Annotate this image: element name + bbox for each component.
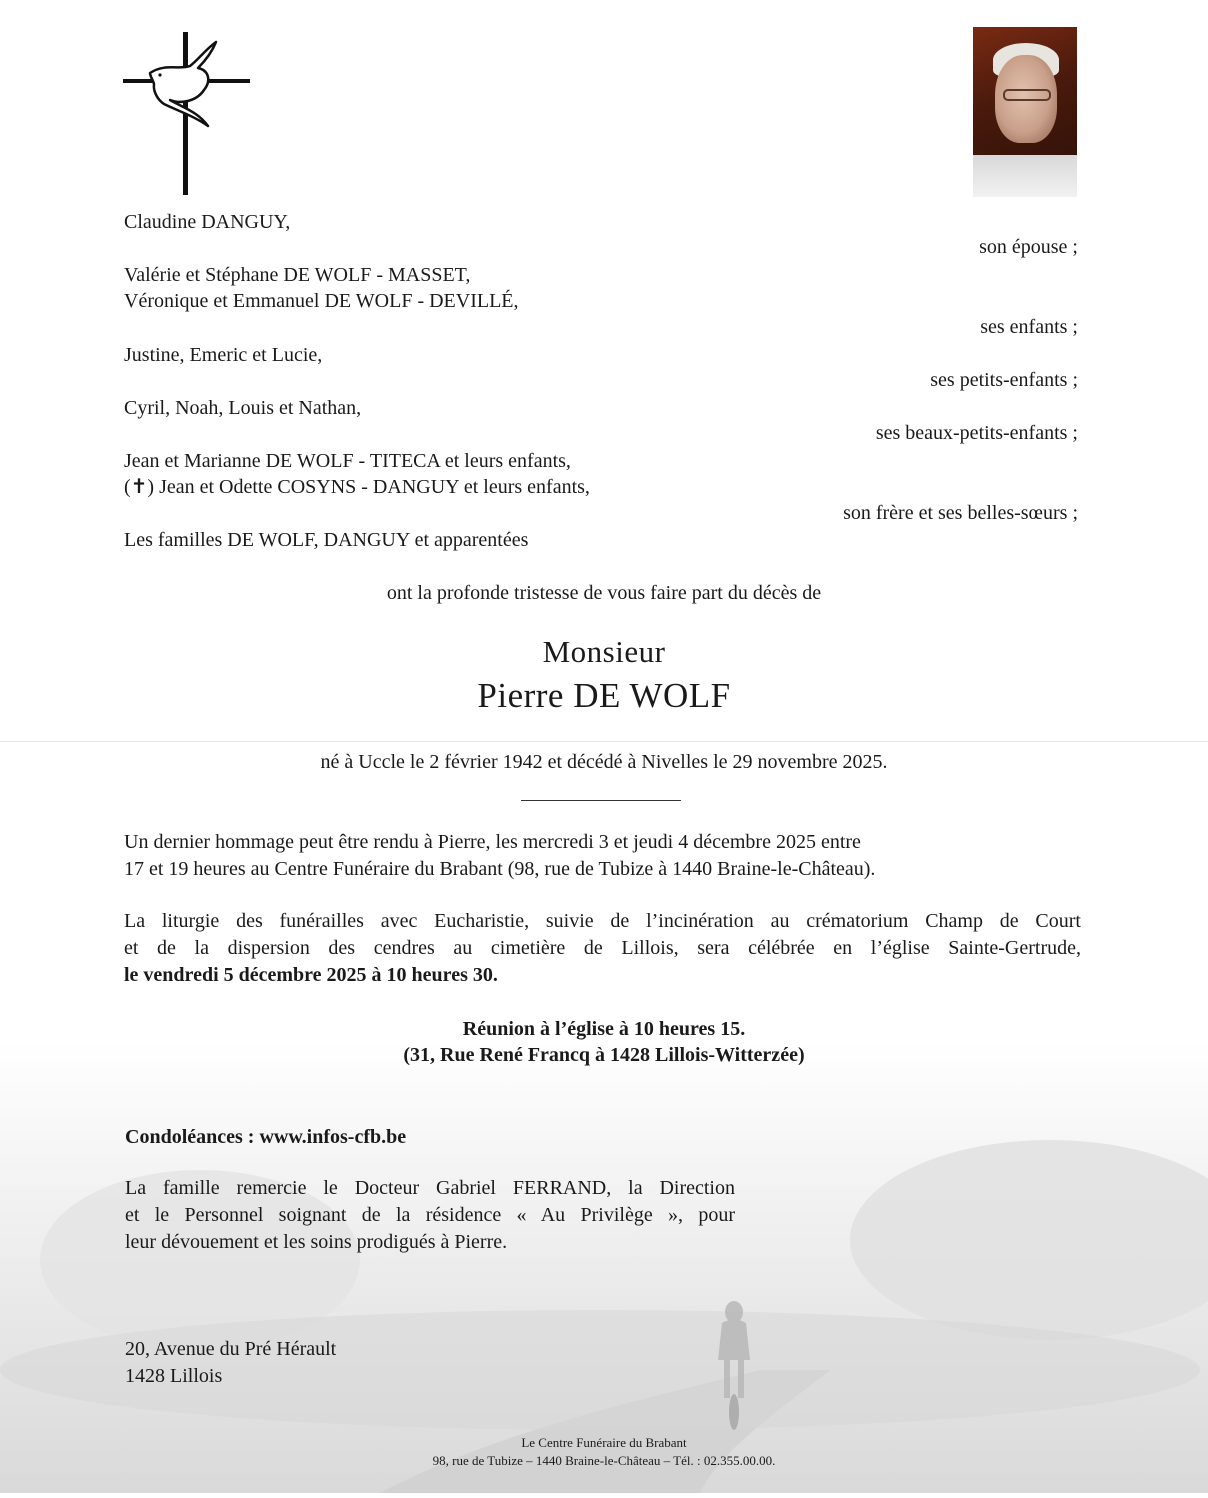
siblings-role: son frère et ses belles-sœurs ;	[843, 502, 1078, 524]
fold-line	[0, 741, 1208, 742]
deceased-name: Pierre DE WOLF	[477, 676, 731, 715]
grandchildren: Justine, Emeric et Lucie,	[124, 344, 323, 366]
thanks-line-3: leur dévouement et les soins prodigués à Pierre.	[125, 1231, 508, 1253]
child-1: Valérie et Stéphane DE WOLF - MASSET,	[124, 264, 471, 286]
home-address-line-1: 20, Avenue du Pré Hérault	[125, 1338, 337, 1360]
home-address-line-2: 1428 Lillois	[125, 1365, 223, 1387]
extended-families: Les familles DE WOLF, DANGUY et apparentées	[124, 529, 529, 551]
sibling-2: (✝) Jean et Odette COSYNS - DANGUY et leurs enfants,	[124, 476, 590, 498]
thanks-line-2: et le Personnel soignant de la résidence « Au Privilège », pour	[125, 1204, 735, 1226]
wife-role: son épouse ;	[979, 236, 1078, 258]
cross-with-dove-icon	[120, 30, 255, 195]
funeral-home-address: 98, rue de Tubize – 1440 Braine-le-Château – Tél. : 02.355.00.00.	[432, 1453, 776, 1468]
funeral-home-name: Le Centre Funéraire du Brabant	[521, 1435, 687, 1450]
step-grandchildren-role: ses beaux-petits-enfants ;	[875, 422, 1078, 444]
wife-name: Claudine DANGUY,	[124, 211, 291, 233]
liturgy-line-2: et de la dispersion des cendres au cimetière de Lillois, sera célébrée en l’église Sainte-Gertrude,	[124, 937, 1081, 959]
visitation-line-2: 17 et 19 heures au Centre Funéraire du Brabant (98, rue de Tubize à 1440 Braine-le-Château).	[124, 858, 876, 880]
liturgy-line-1: La liturgie des funérailles avec Eucharistie, suivie de l’incinération au crématorium Champ de Court	[124, 910, 1081, 932]
deceased-portrait-photo	[973, 27, 1077, 197]
child-2: Véronique et Emmanuel DE WOLF - DEVILLÉ,	[124, 290, 519, 312]
liturgy-date: le vendredi 5 décembre 2025 à 10 heures 30.	[124, 964, 498, 986]
thanks-paragraph	[125, 1175, 735, 1256]
deceased-title: Monsieur	[542, 634, 666, 669]
announcement-intro: ont la profonde tristesse de vous faire part du décès de	[386, 582, 822, 604]
separator-line	[521, 800, 681, 801]
sibling-1: Jean et Marianne DE WOLF - TITECA et leurs enfants,	[124, 450, 571, 472]
grandchildren-role: ses petits-enfants ;	[930, 369, 1078, 391]
liturgy-paragraph	[124, 908, 1081, 989]
meeting-time: Réunion à l’église à 10 heures 15.	[462, 1018, 746, 1040]
meeting-address: (31, Rue René Francq à 1428 Lillois-Witterzée)	[403, 1044, 805, 1066]
condolences-link[interactable]: Condoléances : www.infos-cfb.be	[125, 1126, 407, 1148]
visitation-line-1: Un dernier hommage peut être rendu à Pierre, les mercredi 3 et jeudi 4 décembre 2025 entre	[124, 831, 861, 853]
misty-landscape-background	[0, 1040, 1208, 1493]
thanks-line-1: La famille remercie le Docteur Gabriel FERRAND, la Direction	[125, 1177, 735, 1199]
birth-death-dates: né à Uccle le 2 février 1942 et décédé à Nivelles le 29 novembre 2025.	[320, 751, 888, 773]
cyclist-silhouette-image	[0, 1040, 1208, 1493]
children-role: ses enfants ;	[980, 316, 1078, 338]
step-grandchildren: Cyril, Noah, Louis et Nathan,	[124, 397, 362, 419]
